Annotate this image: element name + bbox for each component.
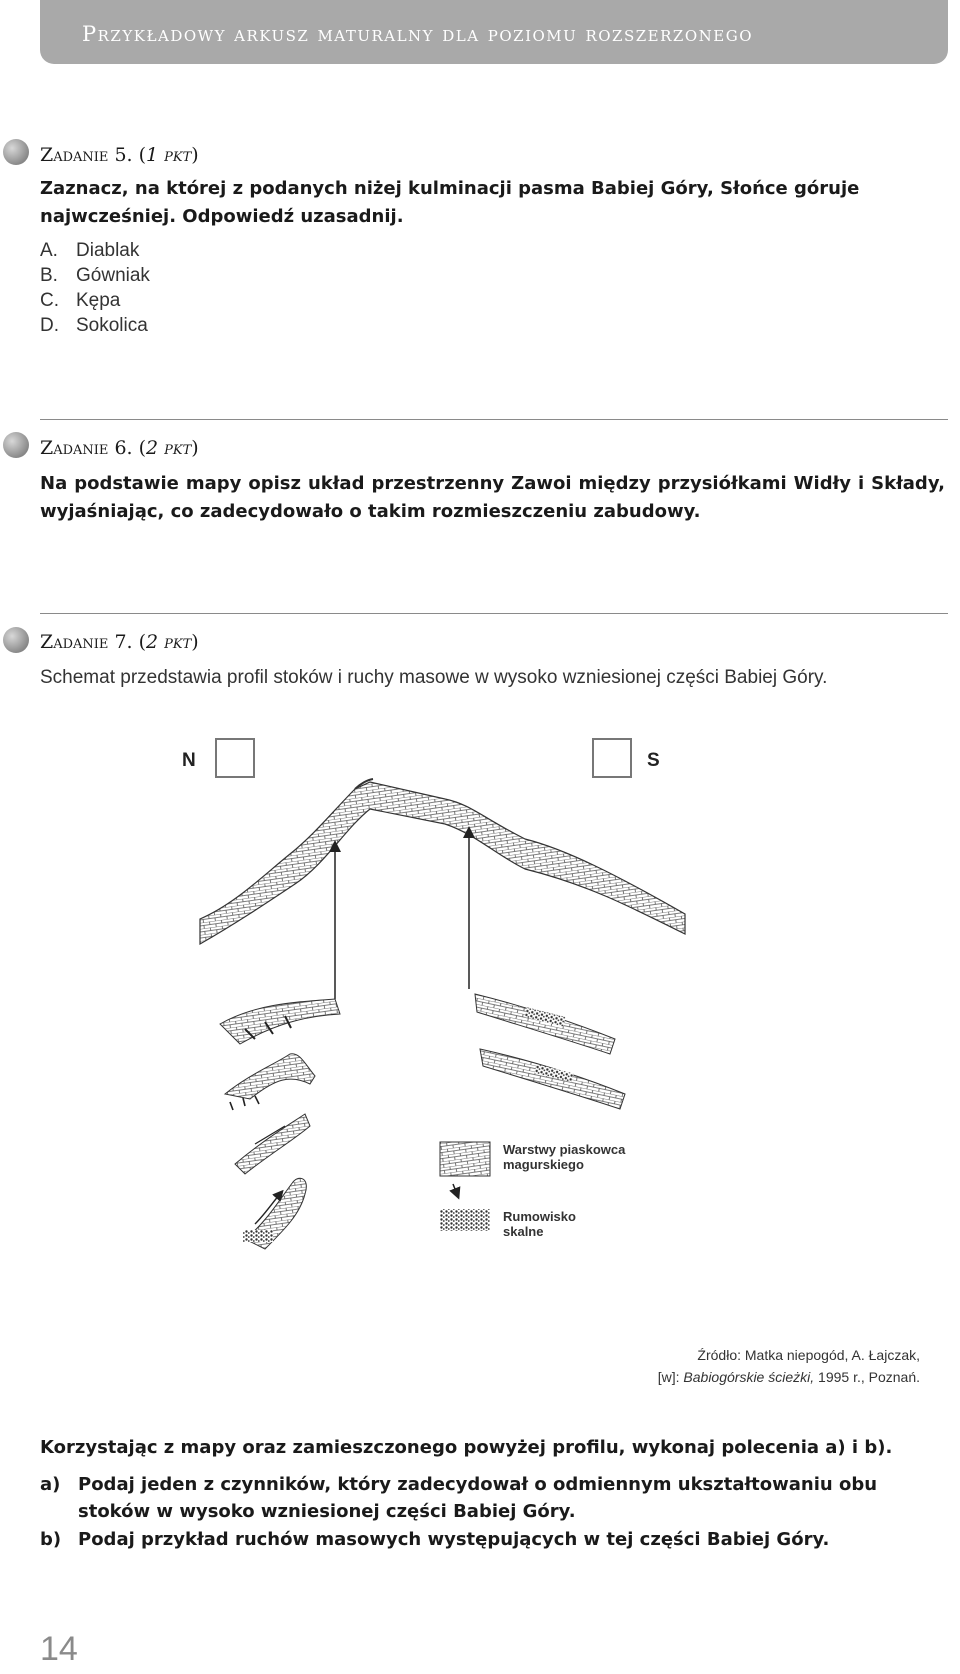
task-7-name: Zadanie 7. [40,631,133,653]
task-5-bullet-icon [3,139,29,165]
task-7-points: 2 pkt [146,631,192,653]
header-bar [40,0,948,64]
north-detail-2 [225,1054,315,1099]
task-6-points: 2 pkt [146,437,192,459]
option-label: Diablak [76,240,140,261]
option-letter: D. [40,315,59,336]
legend-sandstone-swatch [440,1142,490,1176]
sub-question-a [40,1471,950,1527]
north-answer-box[interactable] [215,738,255,778]
legend-line: skalne [503,1224,544,1239]
north-detail-1 [220,999,340,1044]
legend-line: magurskiego [503,1157,584,1172]
slope-profile-diagram [195,754,735,1306]
north-detail-3 [235,1114,310,1174]
slope-profile-figure [182,750,735,1306]
task-5-points: 1 pkt [146,144,192,166]
option-d[interactable] [40,315,148,337]
divider [40,613,948,614]
option-letter: A. [40,240,58,261]
task-6-name: Zadanie 6. [40,437,133,459]
legend-rubble-swatch [440,1209,490,1231]
sub-question-b [40,1526,950,1554]
south-label: S [647,750,660,771]
north-label: N [182,750,196,771]
divider [40,419,948,420]
task-6-bullet-icon [3,432,29,458]
legend-rubble-label [503,1209,576,1239]
task-5-question: Zaznacz, na której z podanych niżej kulminacji pasma Babiej Góry, Słońce góruje najwcześniej. Odpowiedź uzasadnij. [40,178,860,227]
task-5-name: Zadanie 5. [40,144,133,166]
legend-sandstone-label [503,1142,625,1172]
option-b[interactable] [40,265,150,287]
option-letter: C. [40,290,59,311]
legend-line: Rumowisko [503,1209,576,1224]
south-detail-2 [480,1049,625,1109]
task-7-instruction: Korzystając z mapy oraz zamieszczonego powyżej profilu, wykonaj polecenia a) i b). [40,1437,893,1458]
task-7-heading: Zadanie 7. (2 pkt) [40,631,199,653]
task-7-bullet-icon [3,627,29,653]
source-suffix: 1995 r., Poznań. [814,1369,920,1385]
option-a[interactable] [40,240,139,262]
source-line-1: Źródło: Matka niepogód, A. Łajczak, [697,1347,920,1363]
source-prefix: [w]: [657,1369,684,1385]
task-6-question: Na podstawie mapy opisz układ przestrzenny Zawoi między przysiółkami Widły i Składy, wyjaśniając, co zadecydowało o takim rozmieszczeniu zabudowy. [40,473,945,522]
option-c[interactable] [40,290,120,312]
south-detail-1 [475,994,615,1054]
south-answer-box[interactable] [592,738,632,778]
task-5-heading: Zadanie 5. (1 pkt) [40,144,199,166]
option-label: Sokolica [76,315,148,336]
ridge-profile [200,782,685,944]
sub-question-text: Podaj przykład ruchów masowych występujących w tej części Babiej Góry. [78,1529,830,1550]
sub-question-text: Podaj jeden z czynników, który zadecydował o odmiennym ukształtowaniu obu stoków w wysoko wzniesionej części Babiej Góry. [78,1474,878,1522]
page-number: 14 [40,1630,78,1668]
task-7-intro: Schemat przedstawia profil stoków i ruchy masowe w wysoko wzniesionej części Babiej Góry. [40,667,828,688]
sub-question-label: b) [40,1529,62,1550]
sub-question-label: a) [40,1474,61,1495]
page-title: Przykładowy arkusz maturalny dla poziomu rozszerzonego [82,22,753,46]
option-label: Gówniak [76,265,150,286]
option-label: Kępa [76,290,121,311]
source-line-2 [658,1369,920,1385]
task-6-heading: Zadanie 6. (2 pkt) [40,437,199,459]
option-letter: B. [40,265,58,286]
legend-line: Warstwy piaskowca [503,1142,626,1157]
source-title: Babiogórskie ścieżki, [683,1369,815,1385]
